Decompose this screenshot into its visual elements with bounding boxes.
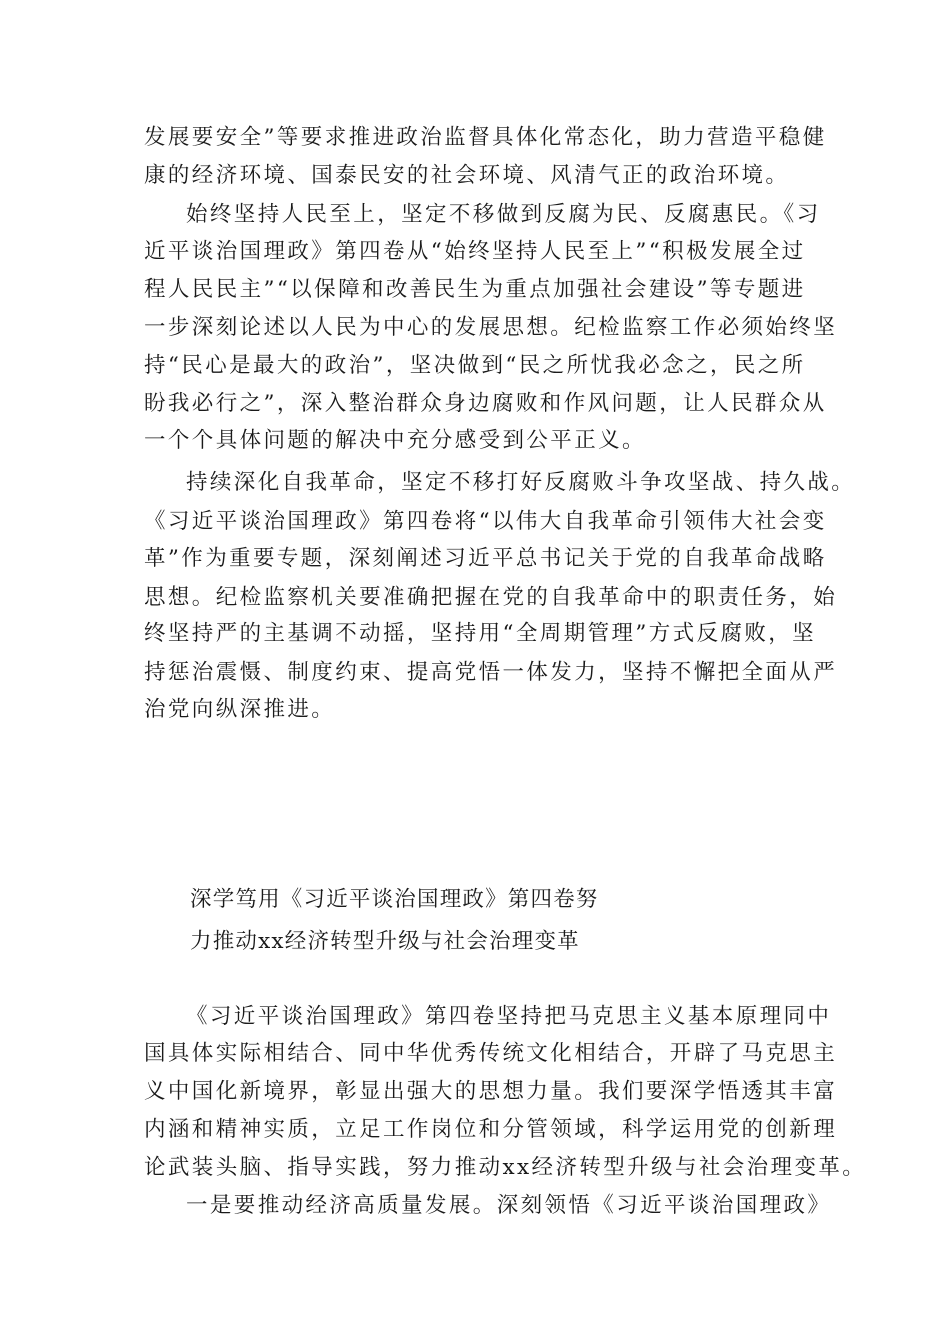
paragraph-line: 始终坚持人民至上，坚定不移做到反腐为民、反腐惠民。《习 xyxy=(186,202,821,227)
paragraph-line: 《习近平谈治国理政》第四卷将“以伟大自我革命引领伟大社会变 xyxy=(144,509,827,534)
paragraph-line: 《习近平谈治国理政》第四卷坚持把马克思主义基本原理同中 xyxy=(186,1004,832,1029)
paragraph-line: 终坚持严的主基调不动摇，坚持用“全周期管理”方式反腐败，坚 xyxy=(144,621,817,646)
paragraph-line: 发展要安全”等要求推进政治监督具体化常态化，助力营造平稳健 xyxy=(144,125,827,150)
paragraph-line: 持“民心是最大的政治”，坚决做到“民之所忧我必念之，民之所 xyxy=(144,353,806,378)
paragraph-line: 一个个具体问题的解决中充分感受到公平正义。 xyxy=(144,428,646,453)
paragraph-line: 程人民民主”“以保障和改善民生为重点加强社会建设”等专题进 xyxy=(144,277,806,302)
article-title-line-2: 力推动xx经济转型升级与社会治理变革 xyxy=(190,929,580,954)
paragraph-line: 革”作为重要专题，深刻阐述习近平总书记关于党的自我革命战略 xyxy=(144,546,827,571)
paragraph-line: 思想。纪检监察机关要准确把握在党的自我革命中的职责任务，始 xyxy=(144,585,838,610)
paragraph-line: 论武装头脑、指导实践，努力推动xx经济转型升级与社会治理变革。 xyxy=(144,1155,867,1180)
paragraph-line: 近平谈治国理政》第四卷从“始终坚持人民至上”“积极发展全过 xyxy=(144,239,806,264)
paragraph-line: 内涵和精神实质，立足工作岗位和分管领域，科学运用党的创新理 xyxy=(144,1117,838,1142)
paragraph-line: 持续深化自我革命，坚定不移打好反腐败斗争攻坚战、持久战。 xyxy=(186,470,856,495)
paragraph-line: 持惩治震慑、制度约束、提高党悟一体发力，坚持不懈把全面从严 xyxy=(144,660,838,685)
paragraph-line: 盼我必行之”，深入整治群众身边腐败和作风问题，让人民群众从 xyxy=(144,391,827,416)
paragraph-line: 国具体实际相结合、同中华优秀传统文化相结合，开辟了马克思主 xyxy=(144,1041,838,1066)
paragraph-line: 治党向纵深推进。 xyxy=(144,697,336,722)
paragraph-line: 一是要推动经济高质量发展。深刻领悟《习近平谈治国理政》 xyxy=(186,1193,832,1218)
paragraph-line: 一步深刻论述以人民为中心的发展思想。纪检监察工作必须始终坚 xyxy=(144,315,838,340)
article-title-line-1: 深学笃用《习近平谈治国理政》第四卷努 xyxy=(190,887,599,912)
paragraph-line: 康的经济环境、国泰民安的社会环境、风清气正的政治环境。 xyxy=(144,163,790,188)
paragraph-line: 义中国化新境界，彰显出强大的思想力量。我们要深学悟透其丰富 xyxy=(144,1079,838,1104)
